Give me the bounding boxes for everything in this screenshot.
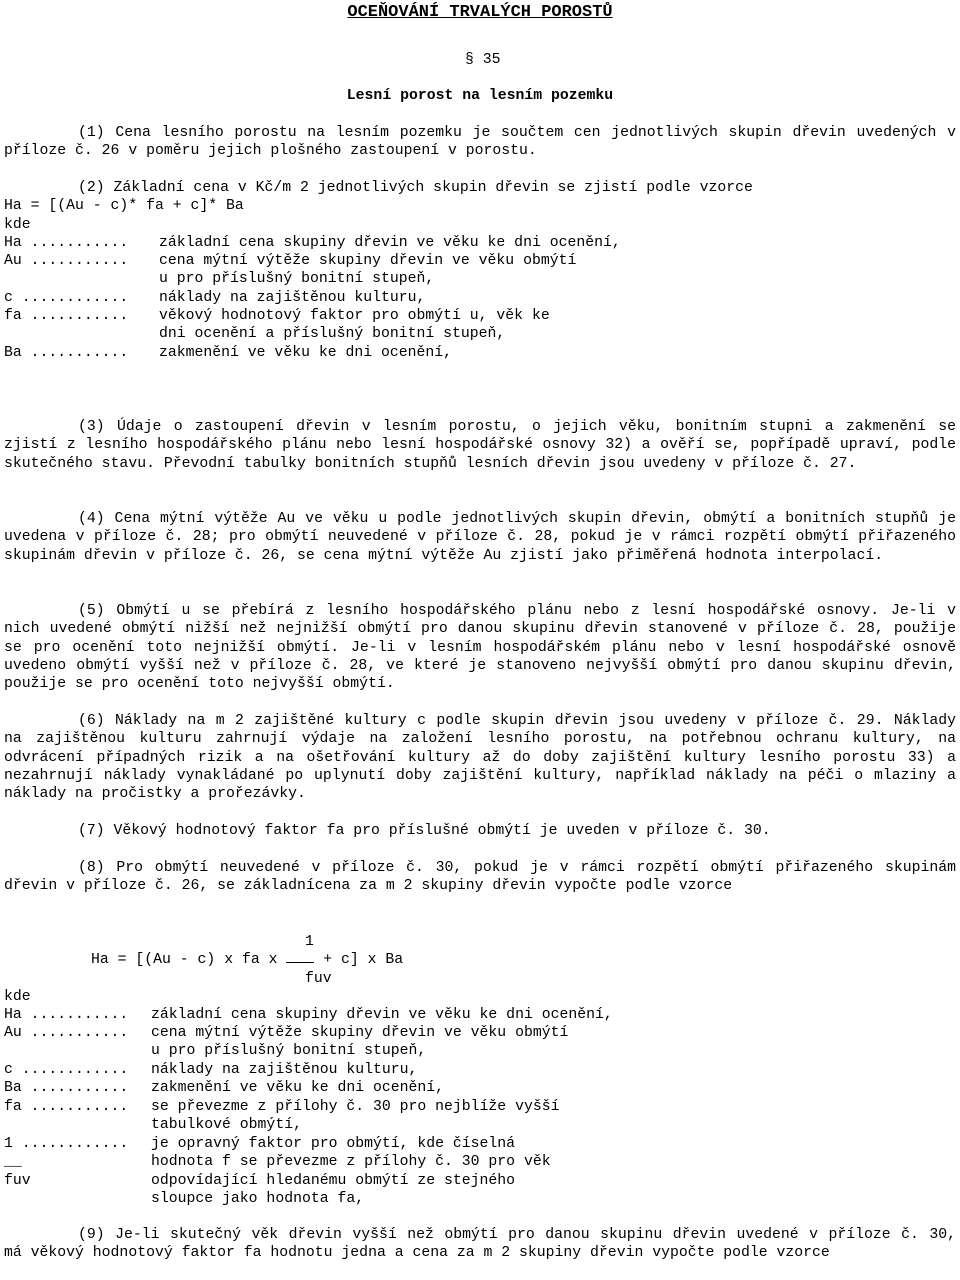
document-title: OCEŇOVÁNÍ TRVALÝCH POROSTŮ bbox=[347, 3, 613, 22]
formula-1: Ha = [(Au - c)* fa + c]* Ba bbox=[4, 198, 244, 214]
definition-description: základní cena skupiny dřevin ve věku ke dni ocenění, bbox=[159, 235, 621, 251]
fraction-denominator: fuv bbox=[305, 971, 332, 987]
definition-description: náklady na zajištěnou kulturu, bbox=[151, 1062, 418, 1078]
formula-2-expression bbox=[91, 951, 403, 969]
paragraph-8: (8) Pro obmýtí neuvedené v příloze č. 30, pokud je v rámci rozpětí obmýtí přiřazeného skupinám dřevin v příloze č. 26, se základnícena za m 2 skupiny dřevin vypočte podle vzorce bbox=[4, 860, 956, 895]
fraction-numerator: 1 bbox=[305, 934, 314, 950]
definition-term: fa ........... bbox=[4, 1099, 129, 1115]
paragraph-9: (9) Je-li skutečný věk dřevin vyšší než obmýtí pro danou skupinu dřevin uvedené v příloze č. 30, má věkový hodnotový faktor fa hodnotu jedna a cena za m 2 skupiny dřevin vypočte podle vzorce bbox=[4, 1227, 956, 1262]
definition-description: cena mýtní výtěže skupiny dřevin ve věku obmýtí u pro příslušný bonitní stupeň, bbox=[151, 1025, 569, 1060]
paragraph-1: (1) Cena lesního porostu na lesním pozemku je součtem cen jednotlivých skupin dřevin uvedených v příloze č. 26 v poměru jejich plošného zastoupení v porostu. bbox=[4, 125, 956, 160]
definition-term: Ba ........... bbox=[4, 1080, 129, 1096]
definition-term: Au ........... bbox=[4, 253, 129, 269]
definition-description: je opravný faktor pro obmýtí, kde číselná hodnota f se převezme z přílohy č. 30 pro věk odpovídající hledanému obmýtí ze stejného sloupce jako hodnota fa, bbox=[151, 1136, 551, 1207]
definition-term: Ha ........... bbox=[4, 1007, 129, 1023]
fraction-bar bbox=[286, 952, 314, 963]
definition-term: Ba ........... bbox=[4, 345, 129, 361]
definition-term: fa ........... bbox=[4, 308, 129, 324]
definition-description: zakmenění ve věku ke dni ocenění, bbox=[151, 1080, 445, 1096]
paragraph-6: (6) Náklady na m 2 zajištěné kultury c podle skupin dřevin jsou uvedeny v příloze č. 29. Náklady na zajištěnou kulturu zahrnují výdaje na založení lesního porostu, na potřebnou ochranu kultury, na odvrácení případných rizik a na ošetřování kultury až do doby zajištění kultury lesního porostu 33) a nezahrnují náklady vynakládané po uplynutí doby zajištění kultury, například náklady na péči o mlaziny a náklady na pročistky a prořezávky. bbox=[4, 713, 956, 803]
paragraph-3: (3) Údaje o zastoupení dřevin v lesním porostu, o jejich věku, bonitním stupni a zakmenění se zjistí z lesního hospodářského plánu nebo lesní hospodářské osnovy 32) a ověří se, popřípadě upraví, podle skutečného stavu. Převodní tabulky bonitních stupňů lesních dřevin jsou uvedeny v příloze č. 27. bbox=[4, 419, 956, 472]
definition-term: Ha ........... bbox=[4, 235, 129, 251]
definition-term: 1 ............ __ fuv bbox=[4, 1136, 129, 1189]
definition-description: se převezme z přílohy č. 30 pro nejblíže vyšší tabulkové obmýtí, bbox=[151, 1099, 560, 1134]
formula-left: Ha = [(Au - c) x fa x bbox=[91, 952, 287, 968]
definition-description: věkový hodnotový faktor pro obmýtí u, věk ke dni ocenění a příslušný bonitní stupeň, bbox=[159, 308, 550, 343]
paragraph-4: (4) Cena mýtní výtěže Au ve věku u podle jednotlivých skupin dřevin, obmýtí a bonitních stupňů je uvedena v příloze č. 28; pro obmýtí neuvedené v příloze č. 28, pokud je v rámci rozpětí obmýtí přiřazeného skupinám dřevin v příloze č. 26, se cena mýtní výtěže Au zjistí jako přiměřená hodnota interpolací. bbox=[4, 511, 956, 564]
definition-description: cena mýtní výtěže skupiny dřevin ve věku obmýtí u pro příslušný bonitní stupeň, bbox=[159, 253, 577, 288]
section-heading: Lesní porost na lesním pozemku bbox=[346, 88, 614, 104]
definition-description: zakmenění ve věku ke dni ocenění, bbox=[159, 345, 453, 361]
definition-term: c ............ bbox=[4, 1062, 129, 1078]
formula-right: + c] x Ba bbox=[314, 952, 404, 968]
paragraph-5: (5) Obmýtí u se přebírá z lesního hospodářského plánu nebo z lesní hospodářské osnovy. Je-li v nich uvedené obmýtí nižší než nejnižší obmýtí pro danou skupinu dřevin stanovené v příloze č. 28, použije se pro ocenění toto nejnižší obmýtí. Je-li v lesním hospodářském plánu nebo v lesní hospodářské osnově uvedeno obmýtí vyšší než v příloze č. 28, ve které je stanoveno nejvyšší obmýtí pro danou skupinu dřevin, použije se pro ocenění toto nejvyšší obmýtí. bbox=[4, 603, 956, 693]
formula-2 bbox=[0, 933, 960, 993]
section-number: § 35 bbox=[465, 52, 501, 68]
definition-term: c ............ bbox=[4, 290, 129, 306]
definition-term: Au ........... bbox=[4, 1025, 129, 1041]
paragraph-2-intro: (2) Základní cena v Kč/m 2 jednotlivých skupin dřevin se zjistí podle vzorce bbox=[78, 180, 753, 196]
paragraph-7: (7) Věkový hodnotový faktor fa pro příslušné obmýtí je uveden v příloze č. 30. bbox=[78, 823, 771, 839]
definition-description: náklady na zajištěnou kulturu, bbox=[159, 290, 426, 306]
definition-description: základní cena skupiny dřevin ve věku ke dni ocenění, bbox=[151, 1007, 613, 1023]
kde-label-1: kde bbox=[4, 217, 31, 233]
kde-label-2: kde bbox=[4, 989, 31, 1005]
